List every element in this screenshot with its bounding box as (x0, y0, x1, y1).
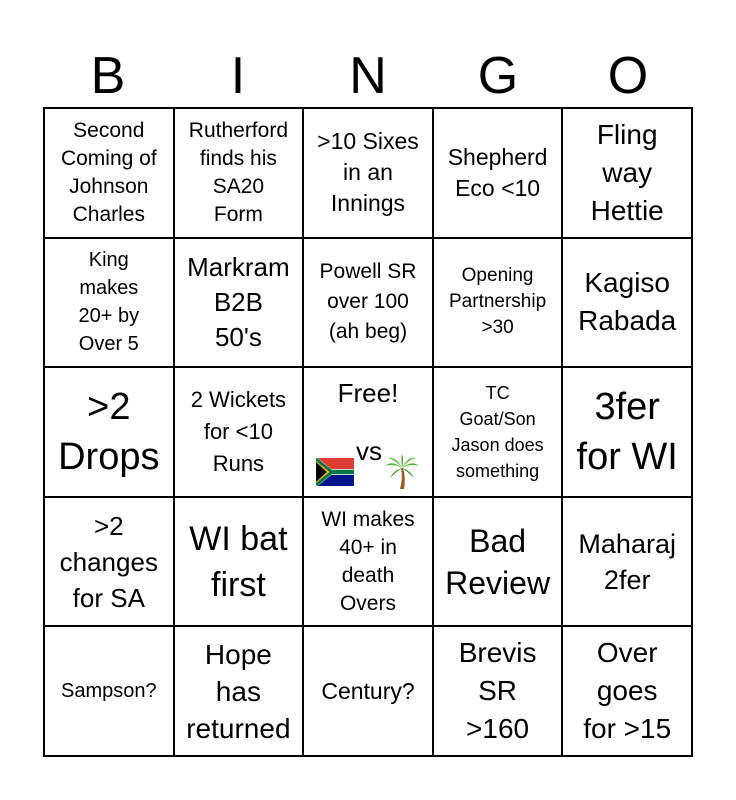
cell-text: Fling way Hettie (590, 118, 664, 226)
bingo-cell[interactable] (174, 626, 304, 756)
palm-tree-icon (384, 412, 420, 489)
bingo-cell[interactable] (433, 367, 563, 497)
bingo-cell[interactable] (44, 367, 174, 497)
bingo-grid (43, 107, 693, 757)
bingo-cell[interactable] (303, 238, 433, 368)
cell-text: WI makes 40+ in death Overs (321, 507, 415, 615)
cell-text: 2 Wickets for <10 Runs (190, 386, 287, 476)
bingo-cell[interactable] (562, 367, 692, 497)
bingo-cell[interactable] (44, 108, 174, 238)
bingo-cell[interactable] (174, 367, 304, 497)
bingo-cell[interactable] (174, 108, 304, 238)
bingo-cell[interactable] (433, 108, 563, 238)
cell-text: Rutherford finds his SA20 Form (188, 118, 288, 226)
bingo-cell[interactable] (562, 626, 692, 756)
cell-text: >2 changes for SA (59, 510, 158, 613)
cell-text: Maharaj 2fer (578, 528, 676, 595)
bingo-cell[interactable] (562, 108, 692, 238)
cell-text: TC Goat/Son Jason does something (451, 382, 544, 481)
bingo-cell[interactable] (433, 626, 563, 756)
bingo-cell[interactable] (174, 497, 304, 627)
cell-text: King makes 20+ by Over 5 (78, 249, 140, 356)
header-letter-g: G (477, 47, 519, 105)
bingo-cell[interactable] (44, 497, 174, 627)
cell-text: Sampson? (60, 680, 157, 703)
cell-text: Shepherd Eco <10 (447, 143, 548, 201)
cell-text: Brevis SR >160 (458, 637, 537, 745)
bingo-cell[interactable] (562, 238, 692, 368)
bingo-cell[interactable] (303, 626, 433, 756)
bingo-cell[interactable] (44, 238, 174, 368)
header-letter-b: B (90, 47, 126, 105)
cell-text: WI bat first (189, 519, 288, 604)
bingo-header (43, 46, 693, 106)
cell-text: Opening Partnership >30 (449, 265, 547, 339)
header-letter-n: N (349, 47, 387, 105)
bingo-cell[interactable] (562, 497, 692, 627)
cell-text: >2 Drops (58, 385, 160, 478)
cell-text: >10 Sixes in an Innings (317, 128, 419, 217)
bingo-cell[interactable] (433, 497, 563, 627)
cell-text: Powell SR over 100 (ah beg) (319, 260, 417, 344)
free-cell-content (316, 374, 420, 489)
bingo-cell[interactable] (44, 626, 174, 756)
header-letter-o: O (607, 47, 649, 105)
cell-text: Bad Review (445, 522, 551, 601)
bingo-cell[interactable] (303, 497, 433, 627)
header-letter-i: I (230, 47, 246, 105)
bingo-cell[interactable] (174, 238, 304, 368)
cell-text: Century? (321, 677, 415, 704)
free-cell[interactable] (303, 367, 433, 497)
free-label: Free! (337, 378, 399, 409)
bingo-cell[interactable] (433, 238, 563, 368)
cell-text: Over goes for >15 (583, 637, 672, 745)
cell-text: Second Coming of Johnson Charles (60, 118, 157, 226)
cell-text: 3fer for WI (576, 385, 678, 478)
vs-text: vs (355, 435, 382, 466)
cell-text: Markram B2B 50's (187, 251, 290, 352)
cell-text: Hope has returned (186, 638, 291, 744)
bingo-cell[interactable] (303, 108, 433, 238)
cell-text: Kagiso Rabada (578, 267, 677, 337)
free-cell-icons (316, 412, 420, 489)
south-africa-flag-icon (316, 413, 354, 489)
